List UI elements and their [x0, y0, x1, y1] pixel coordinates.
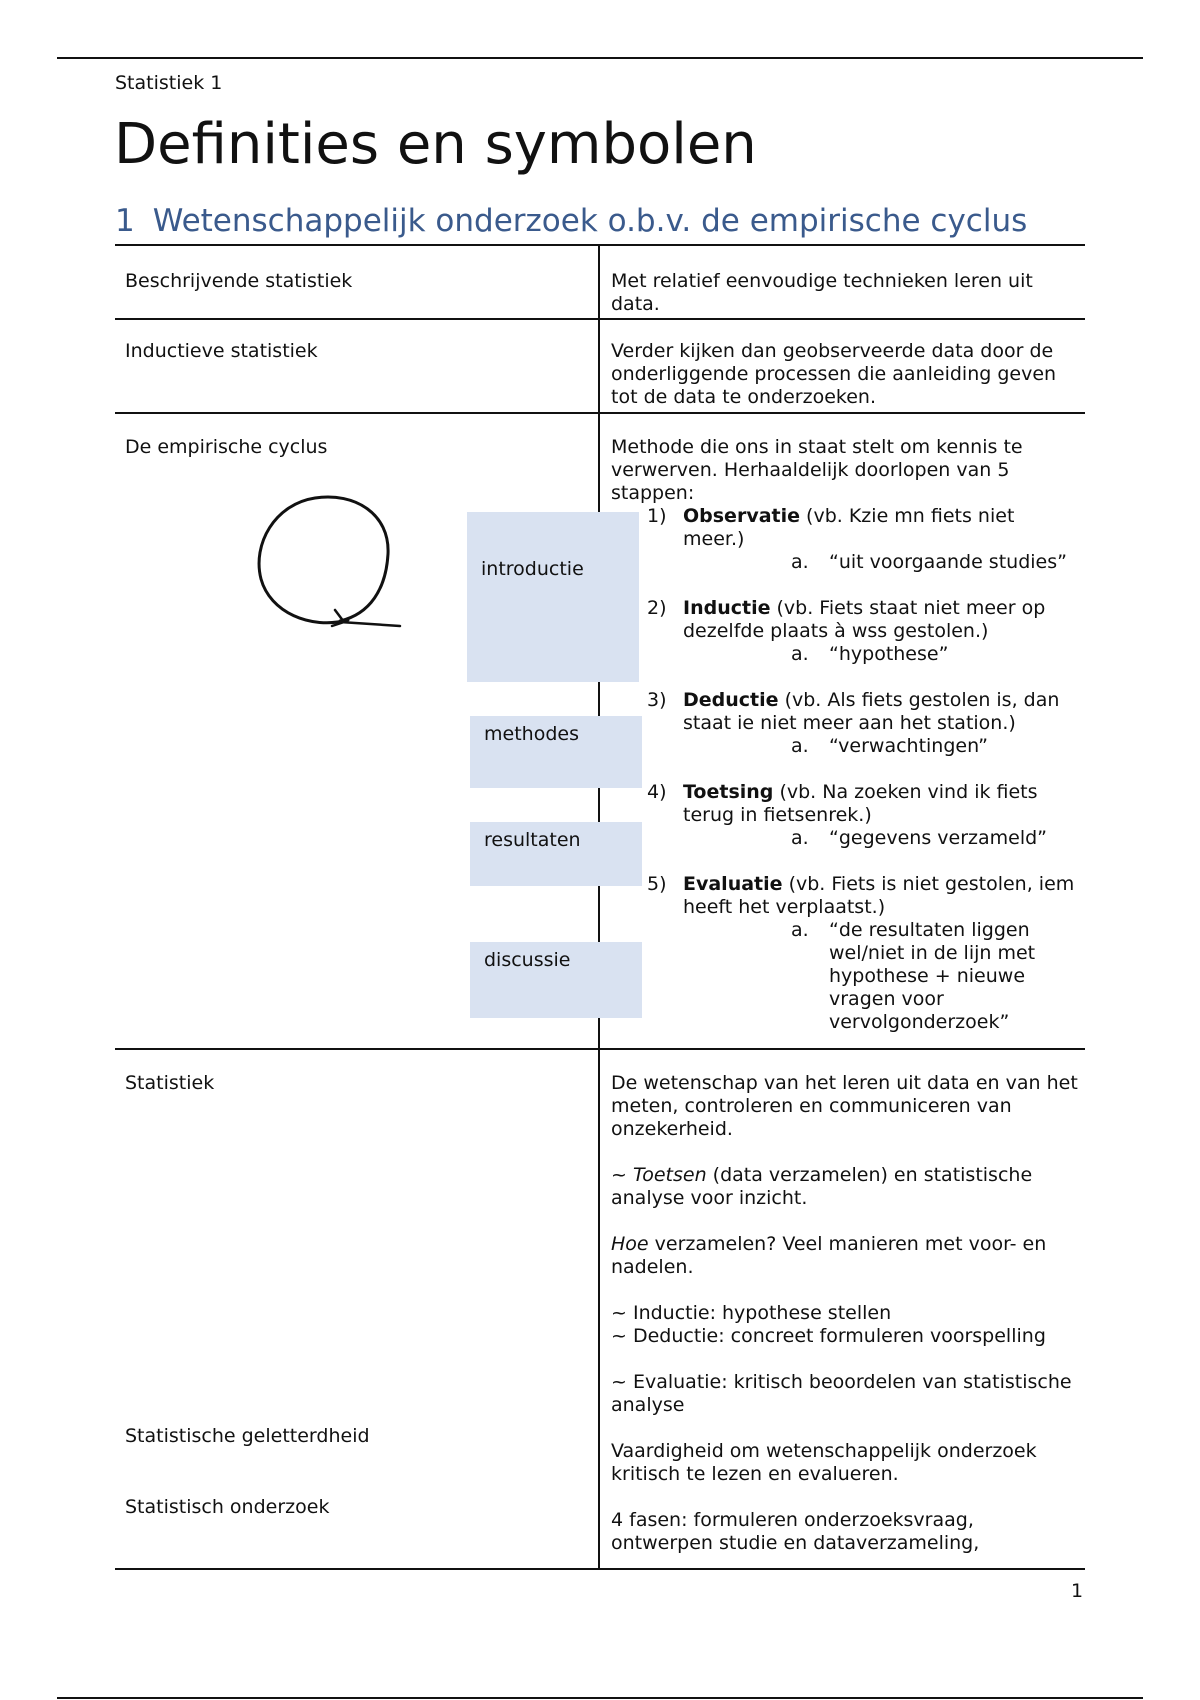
term-cell: Statistiek — [125, 1072, 215, 1094]
page-number: 1 — [1071, 1580, 1084, 1602]
step-number: 5) — [647, 873, 667, 895]
page-top-rule — [57, 57, 1143, 59]
sub-text: “hypothese” — [829, 643, 949, 665]
definition-paragraph — [611, 1233, 1079, 1279]
table-row — [115, 1050, 1085, 1570]
sub-letter: a. — [791, 643, 809, 665]
running-header: Statistiek 1 — [115, 72, 223, 94]
sub-text: “gegevens verzameld” — [829, 827, 1047, 849]
list-item — [611, 873, 1079, 1034]
sub-letter: a. — [791, 551, 809, 573]
step-sub — [683, 827, 1079, 850]
box-label: introductie — [481, 558, 584, 580]
step-sub — [683, 643, 1079, 666]
hand-drawn-cycle-icon — [240, 484, 405, 634]
column-divider — [598, 246, 600, 318]
cycle-steps — [611, 505, 1079, 1034]
term-cell: De empirische cyclus — [125, 436, 328, 458]
definition-cell: Met relatief eenvoudige technieken leren uit data. — [611, 270, 1033, 315]
step-label: Deductie — [683, 689, 779, 711]
sub-letter: a. — [791, 827, 809, 849]
table-row — [115, 318, 1085, 414]
tilde-prefix: ~ — [611, 1164, 633, 1186]
box-label: methodes — [484, 723, 579, 745]
step-label: Inductie — [683, 597, 771, 619]
step-text: (vb. Als fiets gestolen is, dan staat ie niet meer aan het station.) — [683, 689, 1060, 734]
sub-text: “verwachtingen” — [829, 735, 988, 757]
spacer — [611, 574, 1079, 597]
box-label: discussie — [484, 949, 571, 971]
column-divider — [598, 1050, 600, 1568]
page-bottom-rule — [57, 1697, 1143, 1699]
step-text: (vb. Kzie mn fiets niet meer.) — [683, 505, 1015, 550]
box-label: resultaten — [484, 829, 581, 851]
spacer — [611, 758, 1079, 781]
table-row — [115, 244, 1085, 320]
step-text: (vb. Fiets is niet gestolen, iem heeft het verplaatst.) — [683, 873, 1075, 918]
step-sub — [683, 919, 1079, 1034]
definition-paragraph: De wetenschap van het leren uit data en van het meten, controleren en communiceren van onzekerheid. — [611, 1072, 1078, 1140]
step-label: Toetsing — [683, 781, 774, 803]
step-number: 3) — [647, 689, 667, 711]
spacer — [611, 850, 1079, 873]
table-row — [115, 414, 1085, 1050]
term-cell: Statistische geletterdheid — [125, 1425, 370, 1447]
definition-cell: Verder kijken dan geobserveerde data door de onderliggende processen die aanleiding geven tot de data te onderzoeken. — [611, 340, 1057, 408]
list-item — [611, 689, 1079, 758]
step-label: Observatie — [683, 505, 801, 527]
term-cell: Beschrijvende statistiek — [125, 270, 353, 292]
definition-paragraph: Vaardigheid om wetenschappelijk onderzoek kritisch te lezen en evalueren. — [611, 1440, 1037, 1485]
column-divider — [598, 318, 600, 412]
step-sub — [683, 735, 1079, 758]
emphasis: Toetsen — [632, 1164, 707, 1186]
term-cell: Inductieve statistiek — [125, 340, 318, 362]
emphasis: Hoe — [611, 1233, 649, 1255]
sub-text: “de resultaten liggen wel/niet in de lijn met hypothese + nieuwe vragen voor vervolgonderzoek” — [829, 919, 1036, 1033]
step-text: (vb. Fiets staat niet meer op dezelfde plaats à wss gestolen.) — [683, 597, 1046, 642]
column-divider — [598, 414, 600, 512]
list-item — [611, 781, 1079, 850]
step-number: 4) — [647, 781, 667, 803]
cycle-intro: Methode die ons in staat stelt om kennis te verwerven. Herhaaldelijk doorlopen van 5 stappen: — [611, 436, 1023, 504]
sub-text: “uit voorgaande studies” — [829, 551, 1067, 573]
sub-letter: a. — [791, 735, 809, 757]
step-number: 2) — [647, 597, 667, 619]
section-heading — [115, 203, 1027, 239]
definition-cell — [611, 1072, 1079, 1555]
term-cell: Statistisch onderzoek — [125, 1496, 330, 1518]
definition-paragraph — [611, 1164, 1079, 1210]
step-label: Evaluatie — [683, 873, 783, 895]
list-item — [611, 597, 1079, 666]
step-sub — [683, 551, 1079, 574]
paragraph-text: verzamelen? Veel manieren met voor- en nadelen. — [611, 1233, 1047, 1278]
definition-line: ~ Inductie: hypothese stellen — [611, 1302, 892, 1324]
page-title: Definities en symbolen — [114, 112, 757, 177]
spacer — [611, 666, 1079, 689]
step-text: (vb. Na zoeken vind ik fiets terug in fietsenrek.) — [683, 781, 1038, 826]
list-item — [611, 505, 1079, 574]
sub-letter: a. — [791, 919, 809, 941]
paragraph-text: (data verzamelen) en statistische analyse voor inzicht. — [611, 1164, 1033, 1209]
definition-paragraph: ~ Evaluatie: kritisch beoordelen van statistische analyse — [611, 1371, 1072, 1416]
step-number: 1) — [647, 505, 667, 527]
definition-paragraph: 4 fasen: formuleren onderzoeksvraag, ontwerpen studie en dataverzameling, — [611, 1509, 980, 1554]
section-number: 1 — [115, 203, 135, 239]
section-title: Wetenschappelijk onderzoek o.b.v. de empirische cyclus — [152, 203, 1028, 239]
definition-cell — [611, 436, 1079, 1034]
definition-line: ~ Deductie: concreet formuleren voorspelling — [611, 1325, 1046, 1347]
